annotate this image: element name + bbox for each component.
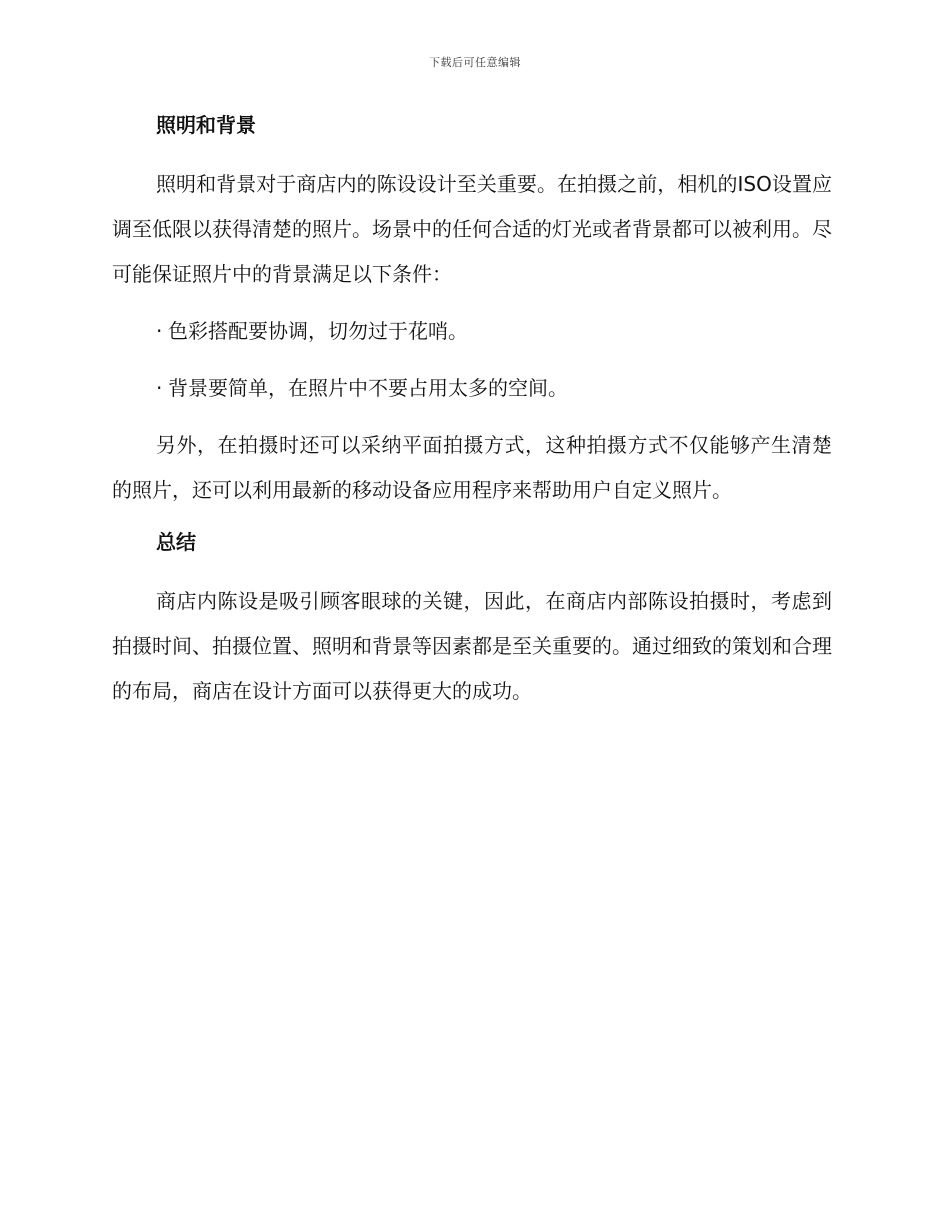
bullet-item-color [156,309,832,354]
lighting-intro-paragraph: 照明和背景对于商店内的陈设设计至关重要。在拍摄之前，相机的ISO设置应调至低限以获得清楚的照片。场景中的任何合适的灯光或者背景都可以被利用。尽可能保证照片中的背景满足以下条件： [112,172,832,286]
summary-paragraph: 商店内陈设是吸引顾客眼球的关键，因此，在商店内部陈设拍摄时，考虑到拍摄时间、拍摄位置、照明和背景等因素都是至关重要的。通过细致的策划和合理的布局，商店在设计方面可以获得更大的成功。 [112,589,832,703]
section-title-lighting: 照明和背景 [156,113,256,137]
bullet-marker: · [156,376,163,400]
document-body [112,108,832,726]
bullet-marker: · [156,319,163,343]
section-title-summary: 总结 [156,530,196,554]
bullet-item-background [156,366,832,411]
page-header-note: 下载后可任意编辑 [429,56,521,69]
lighting-extra-paragraph: 另外，在拍摄时还可以采纳平面拍摄方式，这种拍摄方式不仅能够产生清楚的照片，还可以利用最新的移动设备应用程序来帮助用户自定义照片。 [112,433,832,502]
bullet-text: 色彩搭配要协调，切勿过于花哨。 [168,319,468,343]
bullet-text: 背景要简单，在照片中不要占用太多的空间。 [168,376,568,400]
